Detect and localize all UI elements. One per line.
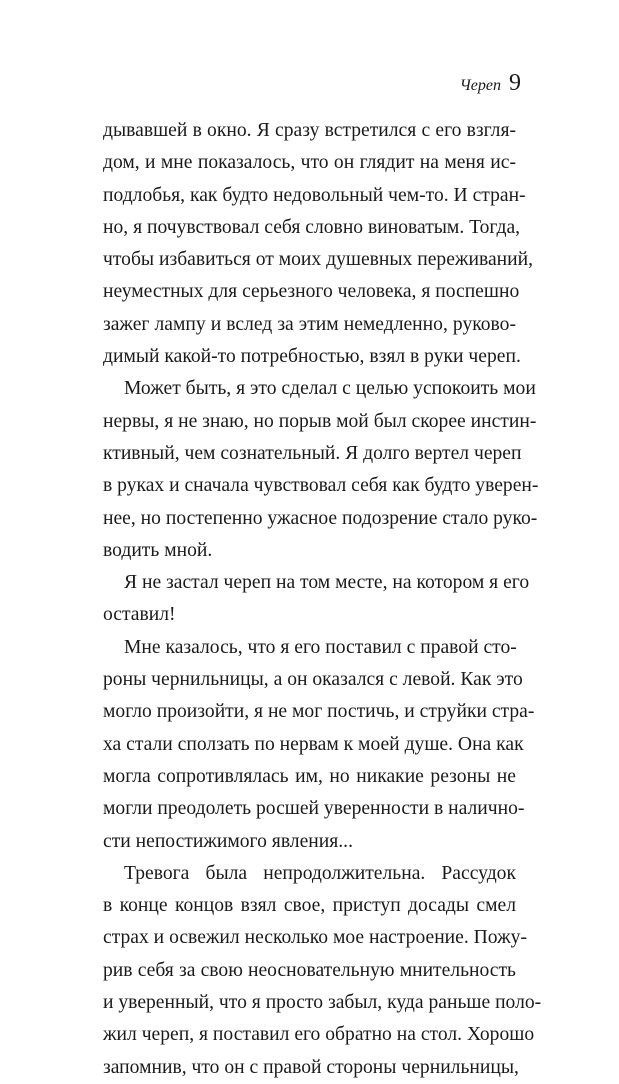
text-line: подлобья, как будто недовольный чем-то. И стран- <box>103 184 526 206</box>
text-line: роны чернильницы, а он оказался с левой. Как это <box>103 669 523 691</box>
text-line: чтобы избавиться от моих душевных переживаний, <box>103 249 533 271</box>
text-line: нервы, я не знаю, но порыв мой был скорее инстин- <box>103 410 537 432</box>
paragraph <box>103 858 542 1084</box>
text-line: димый какой-то потребностью, взял в руки череп. <box>103 346 521 368</box>
text-line: ктивный, чем сознательный. Я долго вертел череп <box>103 442 522 464</box>
text-line: дом, и мне показалось, что он глядит на меня ис- <box>103 152 516 174</box>
text-line: Я не застал череп на том месте, на котором я его <box>124 572 530 594</box>
text-line: дывавшей в окно. Я сразу встретился с его взгля- <box>103 120 516 141</box>
text-line: нее, но постепенно ужасное подозрение стало руко- <box>103 507 538 529</box>
text-line: страх и освежил несколько мое настроение. Пожу- <box>103 927 527 949</box>
body-text <box>103 115 542 1084</box>
page-number: 9 <box>509 70 521 96</box>
text-line: жил череп, я поставил его обратно на стол. Хорошо <box>103 1024 535 1046</box>
text-line: запомнив, что он с правой стороны чернильницы, <box>103 1056 519 1078</box>
text-line: могло произойти, я не мог постичь, и струйки стра- <box>103 701 535 723</box>
text-line: сти непостижимого явления... <box>103 830 353 852</box>
text-line: в руках и сначала чувствовал себя как будто уверен- <box>103 475 539 497</box>
text-line: неуместных для серьезного человека, я поспешно <box>103 281 520 303</box>
running-head <box>460 70 521 97</box>
text-line: могли преодолеть росшей уверенности в налично- <box>103 798 525 820</box>
text-line: и уверенный, что я просто забыл, куда раньше поло- <box>103 992 542 1014</box>
running-head-title: Череп <box>459 77 501 94</box>
text-line: Может быть, я это сделал с целью успокоить мои <box>124 378 536 400</box>
text-line: оставил! <box>103 604 176 626</box>
text-line: ха стали сползать по нервам к моей душе. Она как <box>103 733 524 755</box>
paragraph <box>103 115 533 373</box>
paragraph <box>103 567 530 632</box>
text-line: водить мной. <box>103 539 213 561</box>
text-line: Тревога была непродолжительна. Рассудок <box>124 862 516 884</box>
text-line: но, я почувствовал себя словно виноватым. Тогда, <box>103 216 521 238</box>
text-line: в конце концов взял свое, приступ досады смел <box>103 895 516 917</box>
text-line: могла сопротивлялась им, но никакие резоны не <box>103 765 516 787</box>
paragraph <box>103 632 535 858</box>
text-line: зажег лампу и вслед за этим немедленно, руково- <box>103 313 516 335</box>
text-line: рив себя за свою неосновательную мнительность <box>103 959 516 981</box>
paragraph <box>103 373 539 567</box>
text-line: Мне казалось, что я его поставил с правой сто- <box>124 636 517 658</box>
